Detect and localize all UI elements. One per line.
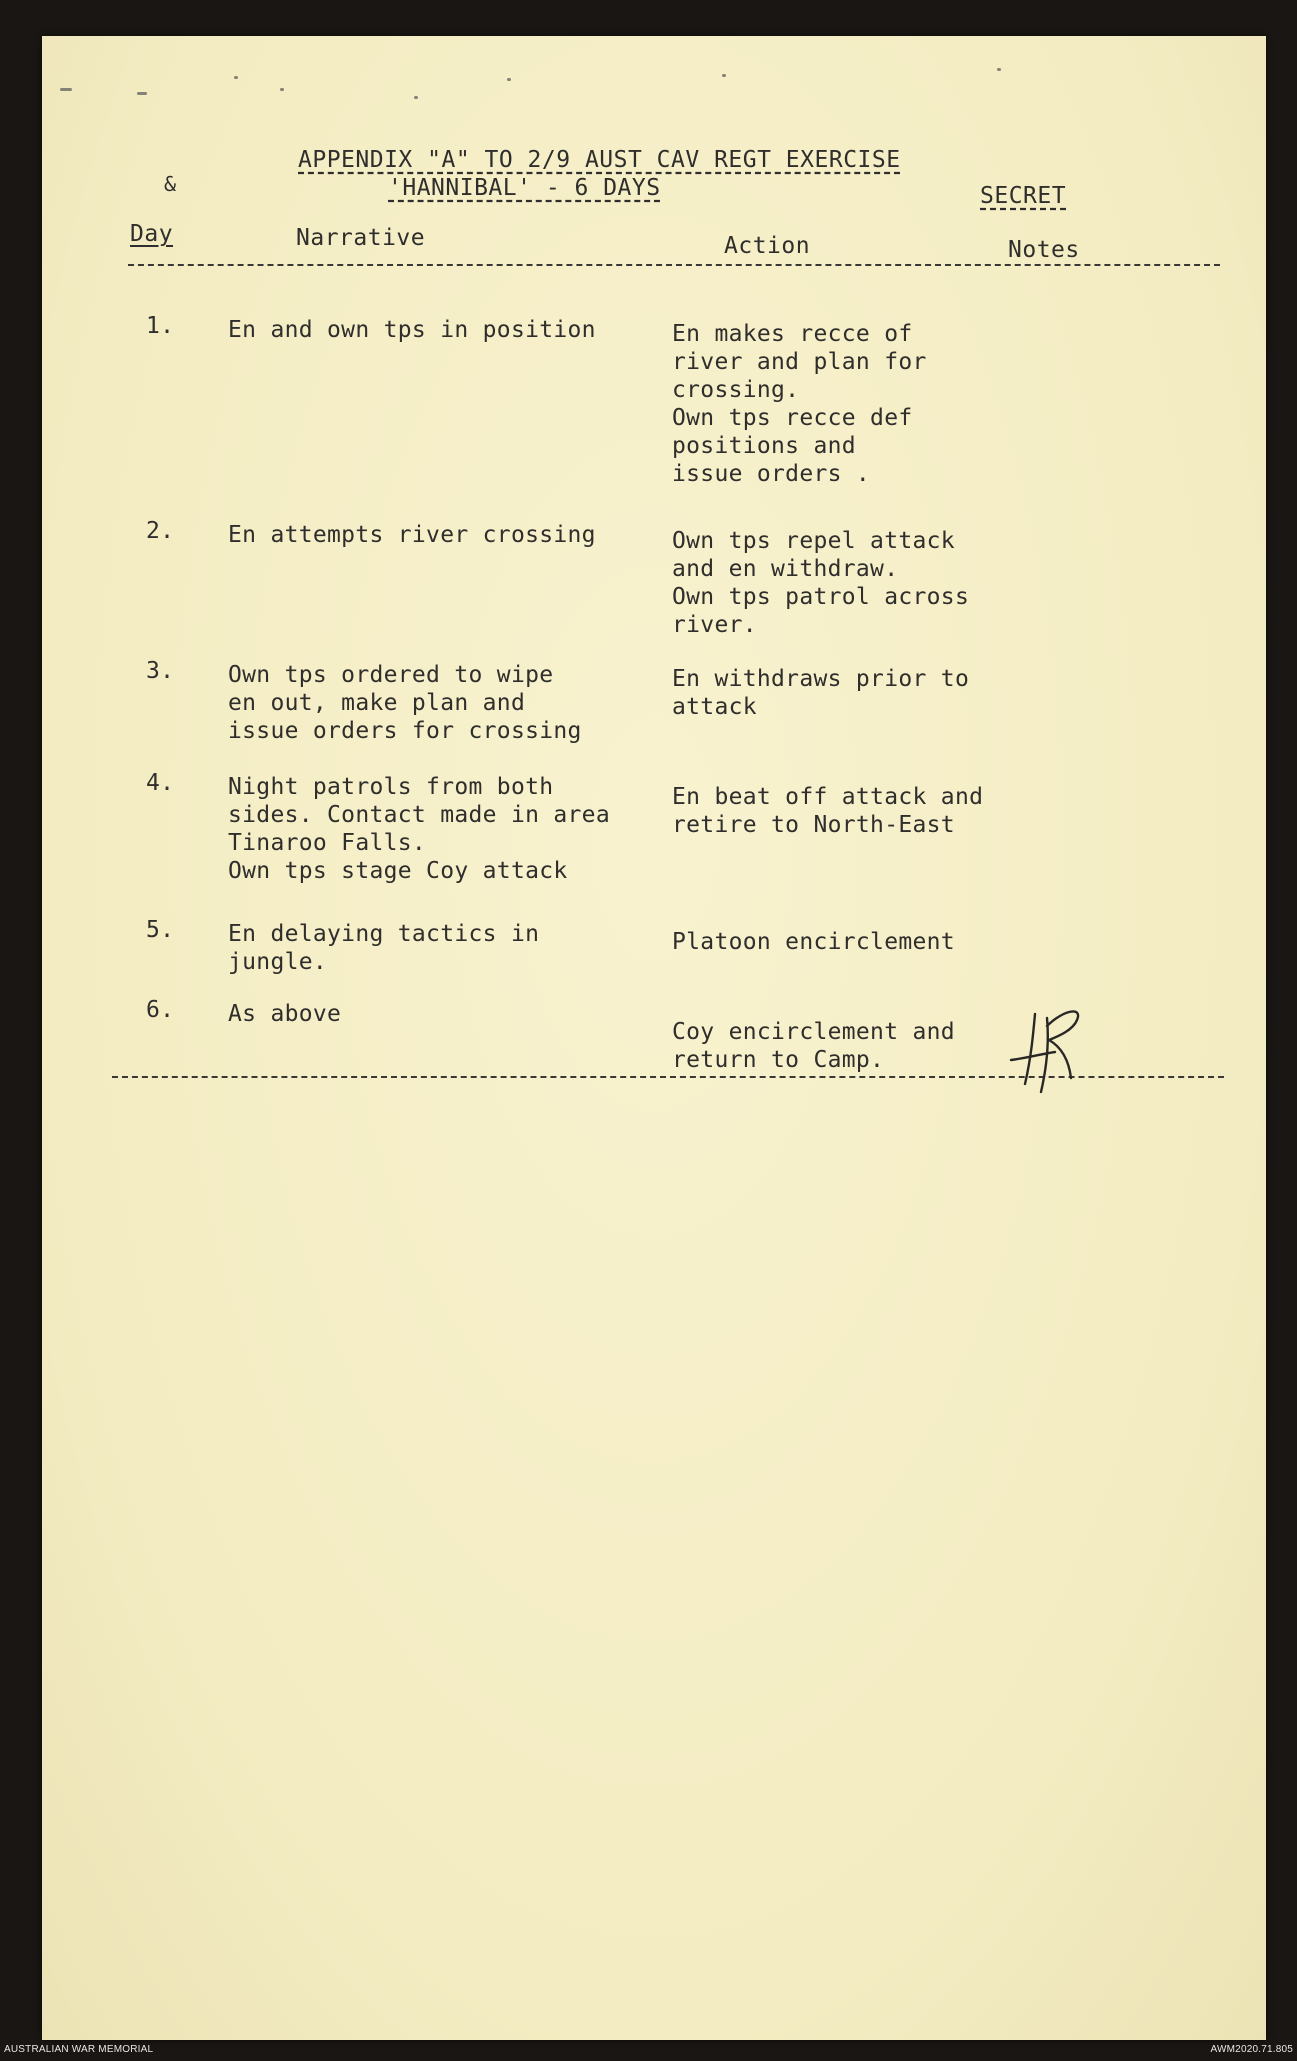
action-cell — [672, 1018, 955, 1074]
narrative-line: en out, make plan and — [228, 690, 526, 716]
day-number: 2. — [146, 518, 175, 544]
ink-speck — [414, 96, 418, 99]
action-cell — [672, 665, 969, 721]
narrative-line: En delaying tactics in — [228, 921, 540, 947]
action-line: Own tps patrol across — [672, 584, 970, 610]
column-header-notes: Notes — [1008, 237, 1080, 263]
narrative-line: issue orders for crossing — [228, 718, 582, 744]
action-cell — [672, 928, 955, 956]
action-line: Own tps recce def — [672, 405, 913, 431]
action-cell — [672, 527, 969, 639]
header-rule — [128, 264, 1220, 266]
action-line: and en withdraw. — [672, 556, 899, 582]
ink-speck — [280, 88, 284, 91]
action-line: En makes recce of — [672, 321, 913, 347]
narrative-cell — [228, 316, 596, 344]
day-number: 5. — [146, 917, 175, 943]
narrative-line: Night patrols from both — [228, 774, 554, 800]
footer-accession-number: AWM2020.71.805 — [1210, 2044, 1293, 2055]
action-cell — [672, 320, 927, 488]
action-line: issue orders . — [672, 461, 871, 487]
narrative-line: sides. Contact made in area — [228, 802, 610, 828]
footer-institution: AUSTRALIAN WAR MEMORIAL — [4, 2044, 154, 2055]
action-line: Coy encirclement and — [672, 1019, 955, 1045]
narrative-cell — [228, 521, 596, 549]
narrative-line: En and own tps in position — [228, 317, 596, 343]
narrative-line: jungle. — [228, 949, 328, 975]
narrative-cell — [228, 920, 539, 976]
signature-initials — [997, 996, 1107, 1106]
action-line: Platoon encirclement — [672, 929, 955, 955]
action-line: En beat off attack and — [672, 784, 984, 810]
narrative-line: Own tps stage Coy attack — [228, 858, 568, 884]
action-line: Own tps repel attack — [672, 528, 955, 554]
action-line: river. — [672, 612, 757, 638]
ink-speck — [507, 78, 511, 81]
ink-speck — [997, 68, 1001, 71]
action-cell — [672, 783, 983, 839]
action-line: attack — [672, 694, 757, 720]
action-line: crossing. — [672, 377, 800, 403]
ink-speck — [234, 76, 238, 79]
ink-speck — [60, 88, 72, 91]
narrative-cell — [228, 773, 610, 885]
document-page — [42, 36, 1266, 2040]
day-number: 1. — [146, 313, 175, 339]
margin-mark: & — [164, 172, 177, 196]
narrative-cell — [228, 1000, 341, 1028]
classification-label: SECRET — [980, 183, 1067, 209]
column-header-day: Day — [130, 221, 174, 247]
narrative-line: Tinaroo Falls. — [228, 830, 427, 856]
narrative-line: Own tps ordered to wipe — [228, 662, 554, 688]
document-title-line2: 'HANNIBAL' - 6 DAYS — [388, 175, 661, 201]
narrative-line: As above — [228, 1001, 342, 1027]
day-number: 4. — [146, 770, 175, 796]
action-line: return to Camp. — [672, 1047, 885, 1073]
action-line: retire to North-East — [672, 812, 955, 838]
column-header-action: Action — [724, 233, 811, 259]
narrative-line: En attempts river crossing — [228, 522, 596, 548]
action-line: positions and — [672, 433, 856, 459]
action-line: En withdraws prior to — [672, 666, 970, 692]
column-header-narrative: Narrative — [296, 225, 426, 251]
ink-speck — [137, 92, 147, 95]
day-number: 6. — [146, 997, 175, 1023]
narrative-cell — [228, 661, 582, 745]
day-number: 3. — [146, 658, 175, 684]
document-title-line1: APPENDIX "A" TO 2/9 AUST CAV REGT EXERCISE — [298, 147, 901, 173]
action-line: river and plan for — [672, 349, 927, 375]
ink-speck — [722, 74, 726, 77]
